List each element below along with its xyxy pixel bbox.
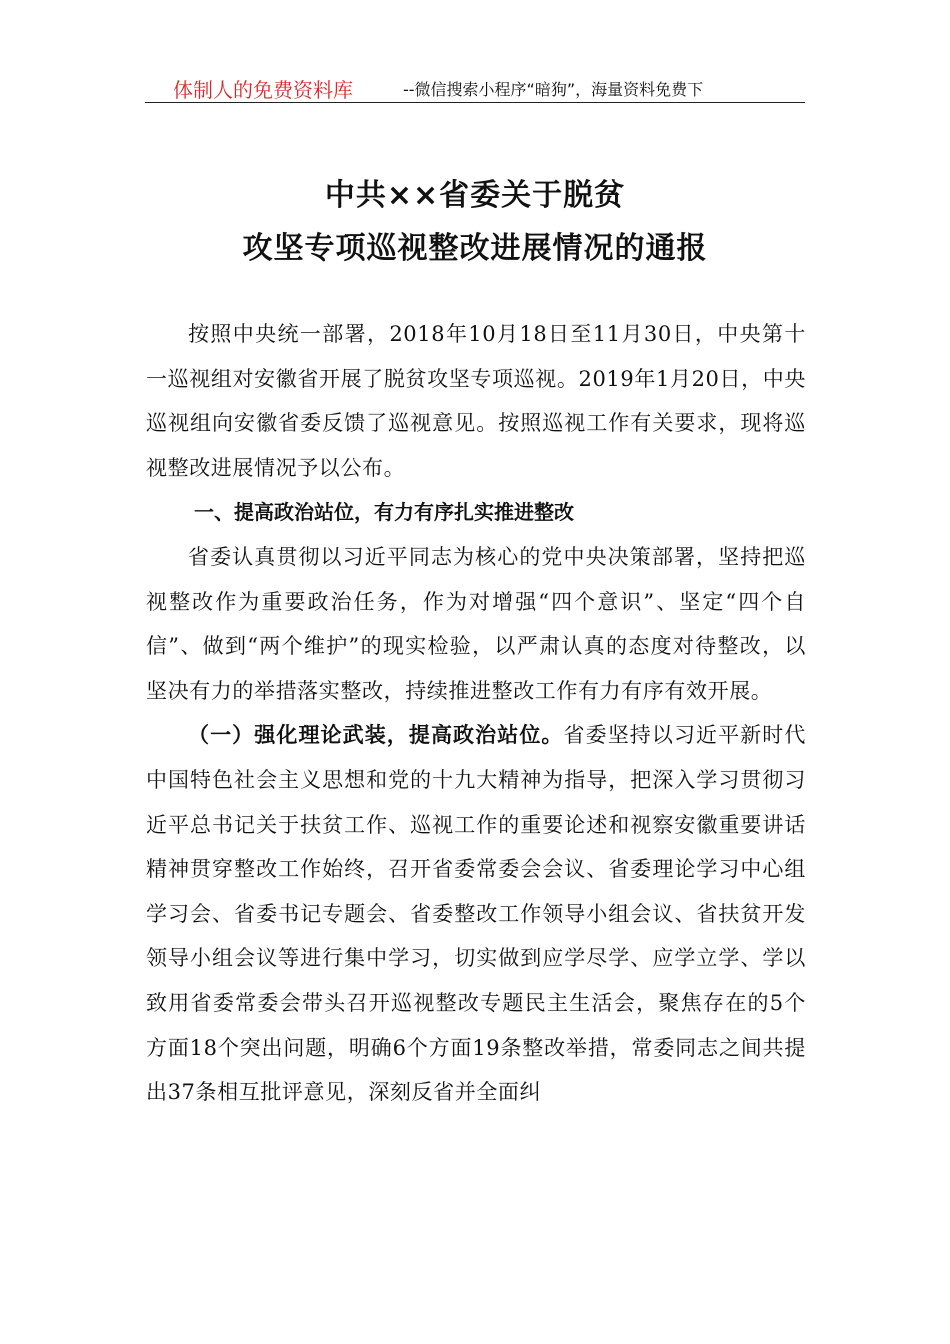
document-title-line-2: 攻坚专项巡视整改进展情况的通报 — [242, 231, 708, 266]
section-heading-1: 一、提高政治站位，有力有序扎实推进整改 — [194, 500, 574, 525]
document-body — [146, 312, 806, 1115]
document-title-line-1: 中共××省委关于脱贫 — [324, 178, 626, 213]
subsection-label: （一）强化理论武装，提高政治站位。 — [188, 723, 564, 748]
subsection-text: 省委坚持以习近平新时代中国特色社会主义思想和党的十九大精神为指导，把深入学习贯彻习近平总书记关于扶贫工作、巡视工作的重要论述和视察安徽重要讲话精神贯穿整改工作始终，召开省委常委会会议、省委理论学习中心组学习会、省委书记专题会、省委整改工作领导小组会议、省扶贫开发领导小组会议等进行集中学习，切实做到应学尽学、应学立学、学以致用省委常委会带头召开巡视整改专题民主生活会，聚焦存在的5个方面18个突出问题，明确6个方面19条整改举措，常委同志之间共提出37条相互批评意见，深刻反省并全面纠 — [146, 723, 806, 1105]
header-brand: 体制人的免费资料库 — [173, 78, 353, 102]
paragraph-section-1: 省委认真贯彻以习近平同志为核心的党中央决策部署，坚持把巡视整改作为重要政治任务，作为对增强“四个意识”、坚定“四个自信”、做到“两个维护”的现实检验，以严肃认真的态度对待整改，以坚决有力的举措落实整改，持续推进整改工作有力有序有效开展。 — [146, 544, 806, 703]
header-tagline: --微信搜索小程序“暗狗”，海量资料免费下 — [403, 80, 704, 99]
paragraph-intro: 按照中央统一部署，2018年10月18日至11月30日，中央第十一巡视组对安徽省开展了脱贫攻坚专项巡视。2019年1月20日，中央巡视组向安徽省委反馈了巡视意见。按照巡视工作有关要求，现将巡视整改进展情况予以公布。 — [146, 322, 806, 480]
page-header — [145, 72, 805, 103]
paragraph-subsection-1 — [146, 713, 806, 1114]
